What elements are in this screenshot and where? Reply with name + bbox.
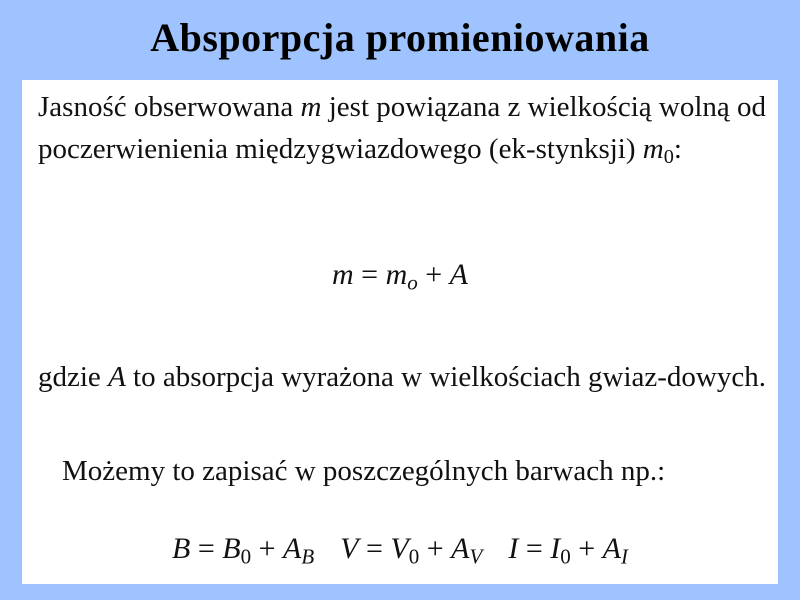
paragraph-observed-magnitude (38, 86, 768, 170)
eq2-V-abs: A (451, 532, 470, 565)
eq2-I-equals: = (518, 532, 551, 565)
symbol-m: m (300, 91, 322, 123)
eq1-m: m (385, 258, 408, 291)
eq2-V-base: V (390, 532, 409, 565)
eq2-B (172, 532, 315, 569)
eq2-V-sub: 0 (408, 544, 420, 569)
eq1-plus: + (417, 258, 450, 291)
eq1-absorption: A (449, 258, 468, 291)
eq2-B-equals: = (190, 532, 223, 565)
eq2-I-abs: A (602, 532, 621, 565)
p2-text-a: gdzie (38, 361, 109, 393)
content-box (22, 80, 778, 584)
eq2-B-plus: + (251, 532, 283, 565)
eq2-I-plus: + (570, 532, 603, 565)
eq2-I (508, 532, 628, 569)
eq2-I-abs-sub: I (620, 544, 628, 569)
slide-title: Absporpcja promieniowania (150, 15, 650, 60)
eq2-B-abs: A (283, 532, 302, 565)
eq2-V-abs-sub: V (469, 544, 483, 569)
equation-magnitude (22, 258, 778, 295)
symbol-m0-subscript: 0 (663, 146, 674, 169)
symbol-A: A (108, 361, 126, 393)
eq2-B-abs-sub: B (301, 544, 315, 569)
eq2-V-lhs: V (340, 532, 359, 565)
eq2-B-sub: 0 (240, 544, 252, 569)
eq2-V-plus: + (419, 532, 452, 565)
eq2-I-base: I (550, 532, 561, 565)
p2-text-b: to absorpcja wyrażona w wielkościach gwiaz-dowych. (125, 361, 766, 393)
eq2-B-base: B (222, 532, 241, 565)
paragraph-absorption-definition (38, 356, 768, 398)
p1-text-c: : (673, 133, 682, 165)
eq2-V-equals: = (358, 532, 391, 565)
eq2-V (340, 532, 483, 569)
symbol-m0: m (642, 133, 664, 165)
equation-bands (22, 532, 778, 569)
eq2-I-sub: 0 (560, 544, 571, 569)
paragraph-colors: Możemy to zapisać w poszczególnych barwach np.: (62, 455, 666, 487)
eq1-m-subscript: o (407, 270, 418, 295)
p1-text-a: Jasność obserwowana (38, 91, 301, 123)
eq1-lhs: m (331, 258, 354, 291)
p1-text-b: jest powiązana z wielkością wolną od poczerwienienia międzygwiazdowego (ek-stynksji) (38, 91, 767, 165)
eq2-B-lhs: B (172, 532, 191, 565)
eq2-I-lhs: I (508, 532, 519, 565)
eq1-equals: = (353, 258, 386, 291)
